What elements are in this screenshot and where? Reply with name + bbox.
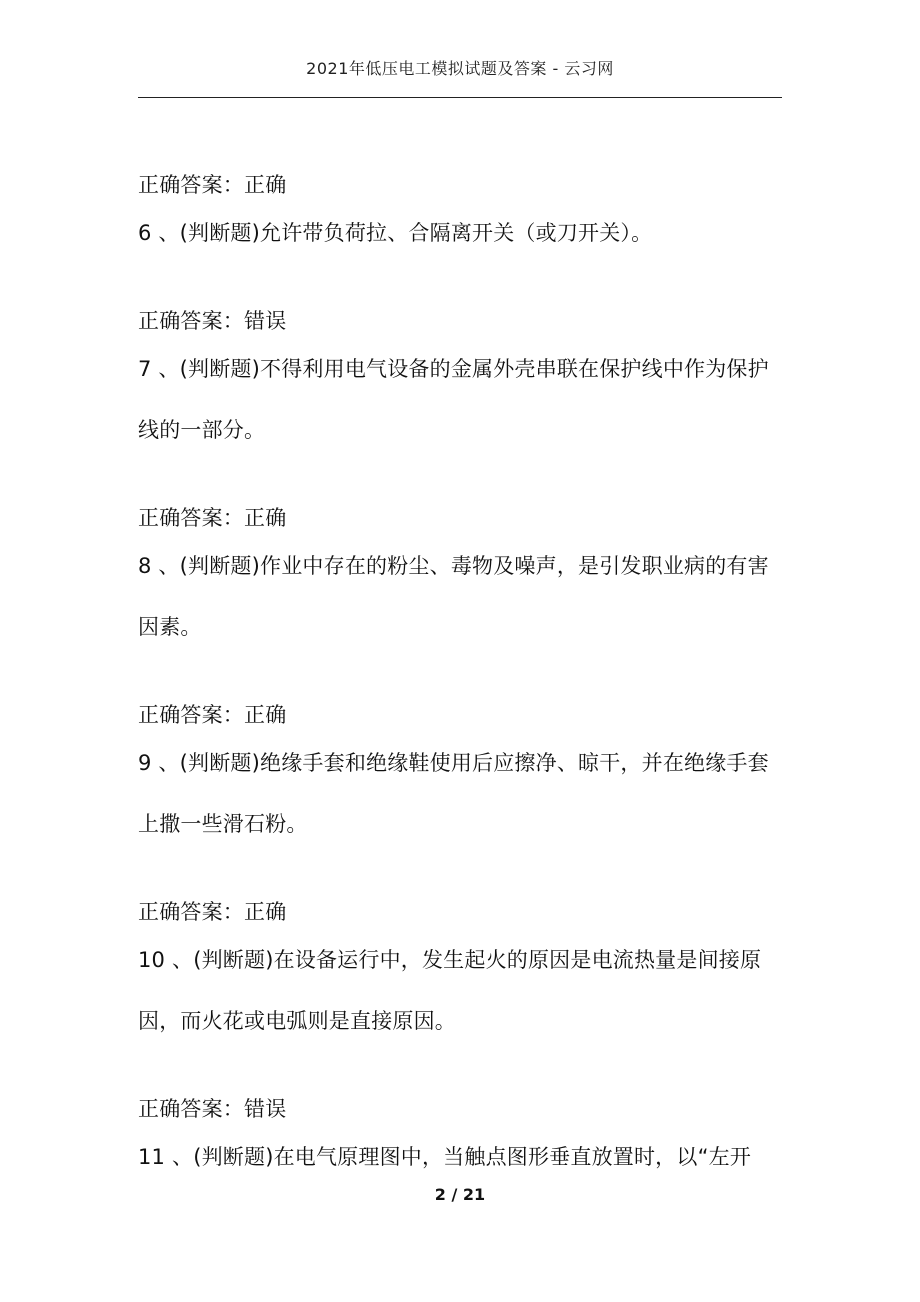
document-body (138, 168, 784, 1228)
answer-line: 正确答案：正确 (138, 506, 287, 530)
question-text: 11 、(判断题)在电气原理图中，当触点图形垂直放置时，以“左开 (138, 1145, 752, 1169)
question-text: 10 、(判断题)在设备运行中，发生起火的原因是电流热量是间接原 (138, 948, 762, 972)
question-text: 7 、(判断题)不得利用电气设备的金属外壳串联在保护线中作为保护 (138, 357, 769, 381)
answer-line: 正确答案：正确 (138, 173, 287, 197)
question-item (138, 352, 784, 447)
question-item (138, 746, 784, 841)
page-number: 2 / 21 (434, 1185, 486, 1204)
answer-line: 正确答案：正确 (138, 900, 287, 924)
answer-line: 正确答案：错误 (138, 309, 287, 333)
question-item (138, 216, 784, 250)
question-text: 9 、(判断题)绝缘手套和绝缘鞋使用后应擦净、晾干，并在绝缘手套 (138, 751, 769, 775)
answer-line: 正确答案：错误 (138, 1097, 287, 1121)
header-divider (138, 97, 782, 98)
question-text: 线的一部分。 (138, 418, 266, 442)
question-text: 上撒一些滑石粉。 (138, 812, 308, 836)
question-text: 因素。 (138, 615, 202, 639)
question-item (138, 549, 784, 644)
question-text: 8 、(判断题)作业中存在的粉尘、毒物及噪声，是引发职业病的有害 (138, 554, 769, 578)
question-item (138, 1140, 784, 1174)
question-text: 6 、(判断题)允许带负荷拉、合隔离开关（或刀开关）。 (138, 221, 653, 245)
answer-line: 正确答案：正确 (138, 703, 287, 727)
question-text: 因，而火花或电弧则是直接原因。 (138, 1009, 456, 1033)
question-item (138, 943, 784, 1038)
page-header-title: 2021年低压电工模拟试题及答案 - 云习网 (306, 59, 614, 78)
